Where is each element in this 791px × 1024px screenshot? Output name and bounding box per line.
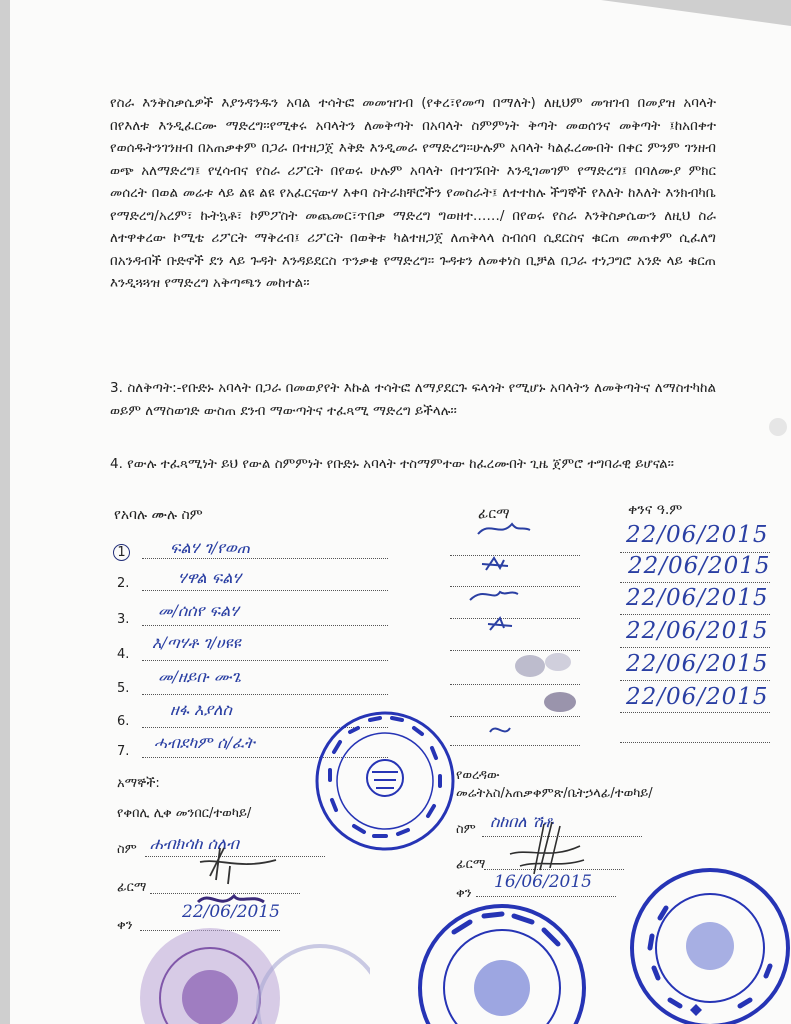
signature-mark-3 [470, 592, 518, 600]
left-date-label: ቀን [117, 918, 133, 933]
row-number-1: 1 [113, 544, 130, 561]
date-line-7 [620, 742, 770, 743]
row-number-3: 3. [117, 612, 130, 627]
signature-mark-7 [490, 728, 510, 732]
document-page [10, 0, 791, 1024]
member-name-7: ሓብደካም ሰ/ፈት [154, 733, 255, 752]
signature-mark-4 [488, 618, 512, 630]
paragraph-effectiveness: 4. የውሉ ተፈጻሚነት ይህ የውል ስምምነት የቡድኑ አባላት ተስማምተው ከፈረሙበት ጊዜ ጀምሮ ተግባራዊ ይሆናል፡፡ [110, 456, 674, 472]
left-witness-name: ሐብክሳከ ሰለብ [150, 834, 239, 853]
header-member-name: የአባሉ ሙሉ ስም [114, 507, 203, 523]
left-signature-label: ፊርማ [117, 880, 147, 895]
kebele-seal-stamp [310, 706, 460, 856]
paragraph-duties: የስራ እንቅስቃሴዎች እያንዳንዱን አባል ተሳትፎ መመዝገብ (የቀረ፣የመጣ በማለት) ለዚህም መዝገብ በመያዝ አባላት በየእለቱ እንዲፈርሙ ማድረግ፡፡የሚቀሩ አባላትን ለመቅጣት በአባላት ስምምነት ቅጣት መወሰንና መቅጣት ፤ከአበቀተ የወሰዱትንገንዘብ በአጠቃቀም በጋራ በተዘጋጀ እቅድ እንዲመራ የማድረግ፡፡ሁሉም አባላት ካልፈረሙበት በቀር ምንም ገንዘብ ወጭ አለማድረግ፤ የሂሳብና የስራ ሪፖርት በየወሩ ሁሉም አባላት በተገኙበት እንዲገመገም የማድረግ፤ በባለሙያ ምክር መሰረት በወል መሬቱ ላይ ልዩ ልዩ የአፈርናውሃ እቀባ ስትራክቸሮችን የመስራት፤ ለተተከሉ ችግኞች የእለት ከእለት እንክብካቤ የማድረግ/አረም፣ ኩትኳቶ፣ ኮምፖስት መጨመር፣ጥበቃ ማድረግ ግወዘተ……/ በየወሩ የስራ እንቅስቃሴውን ለዚህ ስራ ለተዋቀረው ኮሚቴ ሪፖርት ማቅረብ፤ ሪፖርት በወቅቱ ካልተዘጋጀ ለጠቅላላ ስብሰባ ሲደርስና ቁርጠ መጠቀም ሲፈለግ በአንዳብች ቡድኖች ደን ላይ ጉዳት እንዳይደርስ ጥንቃቄ የማድረግ፡፡ ጉዳቱን ለመቀነስ ቢቻል በጋራ ተነጋግሮ አንድ ላይ ቁርጠ እንዲጓጓዝ የማድረግ አቅጣጫን መከተል፡፡ [110, 95, 716, 291]
right-signature-label: ፊርማ [456, 857, 486, 872]
name-line-3 [142, 625, 388, 626]
row-number-2: 2. [117, 576, 130, 591]
member-date-6: 22/06/2015 [626, 684, 769, 710]
name-line-5 [142, 694, 388, 695]
folded-corner [601, 0, 791, 26]
member-name-5: መ/ዘይቡ ሙጌ [158, 667, 242, 686]
right-date-label: ቀን [456, 886, 472, 901]
purple-stamp-left [130, 878, 370, 1024]
date-line-4 [620, 647, 770, 648]
header-date: ቀንና ዓ.ም [628, 502, 683, 518]
thumbprint-5 [515, 655, 545, 677]
signature-mark-2 [482, 558, 508, 570]
date-line-6 [620, 712, 770, 713]
punch-hole [769, 418, 787, 436]
member-date-1: 22/06/2015 [626, 522, 769, 548]
row-number-5: 5. [117, 681, 130, 696]
date-line-3 [620, 614, 770, 615]
right-name-label: ስም [456, 822, 476, 837]
land-office-label: መሬትአስ/አጠቃቀምጽ/ቤትኃላፊ/ተወካይ/ [456, 786, 653, 801]
name-line-2 [142, 590, 388, 591]
name-line-1 [142, 558, 388, 559]
member-name-3: መ/ሰሰየ ፍልሃ [158, 601, 239, 620]
woreda-title: የወረዳው [456, 768, 500, 783]
date-line-5 [620, 680, 770, 681]
member-name-4: እ/ጣሃቶ ገ/ሀዩዩ [152, 633, 241, 652]
signature-mark-1 [478, 524, 530, 534]
name-line-4 [142, 660, 388, 661]
member-signatures [460, 512, 600, 747]
member-name-6: ዘፋ እያለስ [170, 700, 232, 719]
member-date-4: 22/06/2015 [626, 618, 769, 644]
left-name-label: ስም [117, 842, 137, 857]
row-number-7: 7. [117, 744, 130, 759]
office-seal-stamp [620, 858, 791, 1024]
thumbprint-6 [544, 692, 576, 712]
row-number-4: 4. [117, 647, 130, 662]
paragraph-penalty: 3. ስለቅጣት:-የቡድኑ አባላት በጋራ በመወያየት እኩል ተሳትፎ ለማያደርጉ ፍላጎት የሚሆኑ አባላትን ለመቅጣትና ለማስተካከል ወይም ለማስወገድ ውስጠ ደንብ ማውጣትና ተፈጻሚ ማድረግ ይችላሉ፡፡ [110, 380, 716, 419]
date-line-2 [620, 582, 770, 583]
kebele-chair-label: የቀበሊ ሊቀ መንበር/ተወካይ/ [117, 806, 252, 821]
right-witness-signature [500, 820, 590, 880]
member-date-2: 22/06/2015 [628, 553, 771, 579]
witnesses-title: አማኞች: [117, 776, 160, 791]
member-date-3: 22/06/2015 [626, 585, 769, 611]
member-date-5: 22/06/2015 [626, 651, 769, 677]
thumbprint-5b [545, 653, 571, 671]
member-name-1: ፍልሃ ገ/የወጠ [170, 538, 251, 557]
row-number-6: 6. [117, 714, 130, 729]
member-name-2: ሃዋል ፍልሃ [178, 568, 242, 587]
right-witness-name: ስከበለ ሽቶ [490, 812, 554, 831]
header-signature: ፊርማ [478, 506, 510, 522]
right-witness-date: 16/06/2015 [494, 872, 592, 892]
woreda-seal-stamp [414, 888, 589, 1024]
left-witness-date: 22/06/2015 [182, 902, 280, 922]
